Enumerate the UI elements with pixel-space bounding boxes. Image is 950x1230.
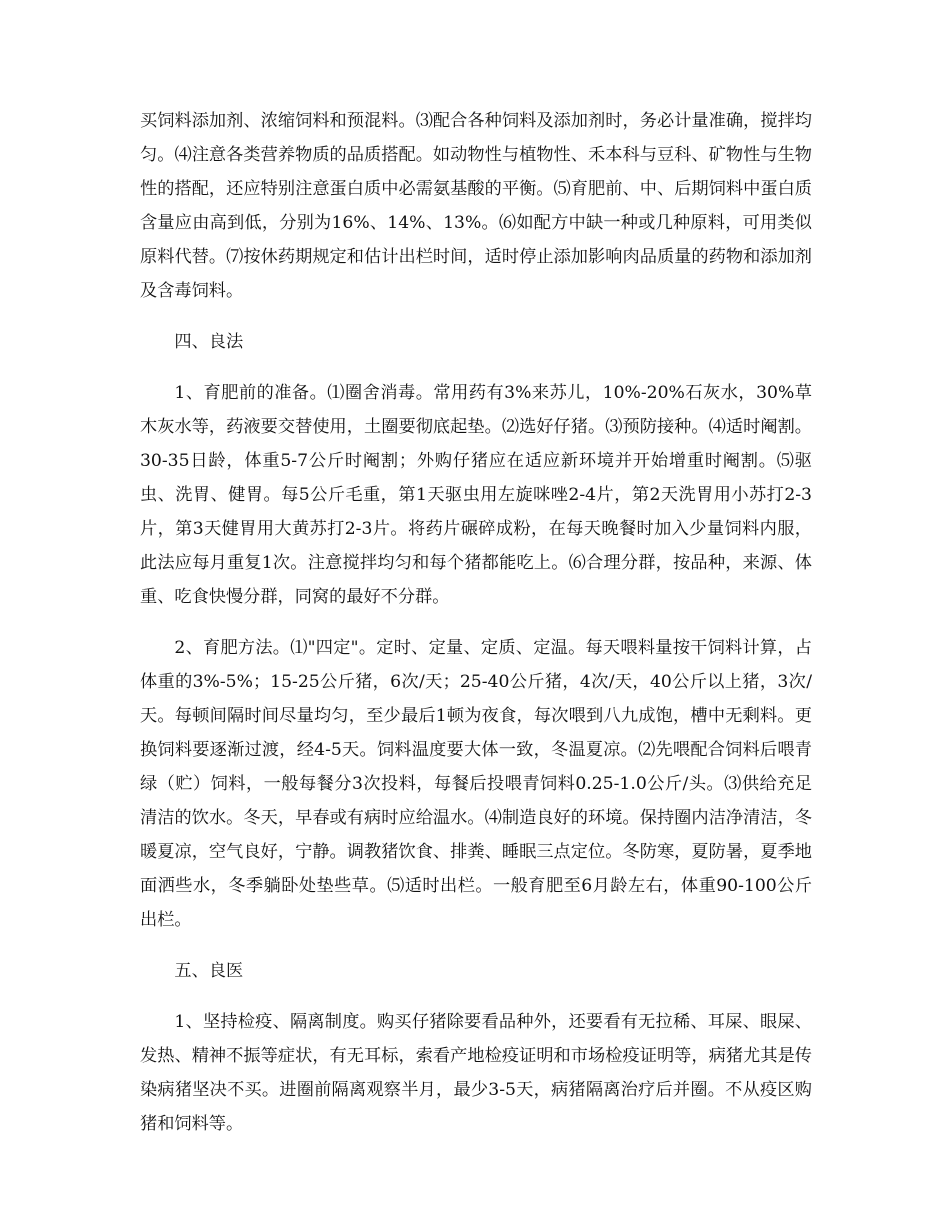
section-heading-good-medicine: 五、良医 bbox=[174, 961, 244, 981]
paragraph-fattening-methods: 2、育肥方法。⑴"四定"。定时、定量、定质、定温。每天喂料量按干饲料计算，占体重的3%-5%；15-25公斤猪，6次/天；25-40公斤猪，4次/天，40公斤以上猪，3次/天。每顿间隔时间尽量均匀，至少最后1顿为夜食，每次喂到八九成饱，槽中无剩料。更换饲料要逐渐过渡，经4-5天。饲料温度要大体一致，冬温夏凉。⑵先喂配合饲料后喂青绿（贮）饲料，一般每餐分3次投料，每餐后投喂青饲料0.25-1.0公斤/头。⑶供给充足清洁的饮水。冬天，早春或有病时应给温水。⑷制造良好的环境。保持圈内洁净清洁，冬暖夏凉，空气良好，宁静。调教猪饮食、排粪、睡眠三点定位。冬防寒，夏防暑，夏季地面洒些水，冬季躺卧处垫些草。⑸适时出栏。一般育肥至6月龄左右，体重90-100公斤出栏。 bbox=[140, 638, 812, 930]
section-heading-good-methods: 四、良法 bbox=[174, 332, 244, 352]
paragraph-gap bbox=[140, 308, 812, 325]
paragraph-gap bbox=[140, 614, 812, 631]
paragraph-feed-formulation: 买饲料添加剂、浓缩饲料和预混料。⑶配合各种饲料及添加剂时，务必计量准确，搅拌均匀。⑷注意各类营养物质的品质搭配。如动物性与植物性、禾本科与豆科、矿物性与生物性的搭配，还应特别注意蛋白质中必需氨基酸的平衡。⑸育肥前、中、后期饲料中蛋白质含量应由高到低，分别为16%、14%、13%。⑹如配方中缺一种或几种原料，可用类似原料代替。⑺按休药期规定和估计出栏时间，适时停止添加影响肉品质量的药物和添加剂及含毒饲料。 bbox=[140, 111, 812, 301]
paragraph-gap bbox=[140, 359, 812, 376]
paragraph-quarantine-isolation: 1、坚持检疫、隔离制度。购买仔猪除要看品种外，还要看有无拉稀、耳屎、眼屎、发热、精神不振等症状，有无耳标，索看产地检疫证明和市场检疫证明等，病猪尤其是传染病猪坚决不买。进圈前隔离观察半月，最少3-5天，病猪隔离治疗后并圈。不从疫区购猪和饲料等。 bbox=[140, 1012, 812, 1134]
paragraph-gap bbox=[140, 937, 812, 954]
paragraph-fattening-preparation: 1、育肥前的准备。⑴圈舍消毒。常用药有3%来苏儿，10%-20%石灰水，30%草木灰水等，药液要交替使用，土圈要彻底起垫。⑵选好仔猪。⑶预防接种。⑷适时阉割。30-35日龄，体重5-7公斤时阉割；外购仔猪应在适应新环境并开始增重时阉割。⑸驱虫、洗胃、健胃。每5公斤毛重，第1天驱虫用左旋咪唑2-4片，第2天洗胃用小苏打2-3片，第3天健胃用大黄苏打2-3片。将药片碾碎成粉，在每天晚餐时加入少量饲料内服，此法应每月重复1次。注意搅拌均匀和每个猪都能吃上。⑹合理分群，按品种，来源、体重、吃食快慢分群，同窝的最好不分群。 bbox=[140, 383, 812, 607]
paragraph-gap bbox=[140, 988, 812, 1005]
document-body bbox=[140, 104, 812, 1141]
